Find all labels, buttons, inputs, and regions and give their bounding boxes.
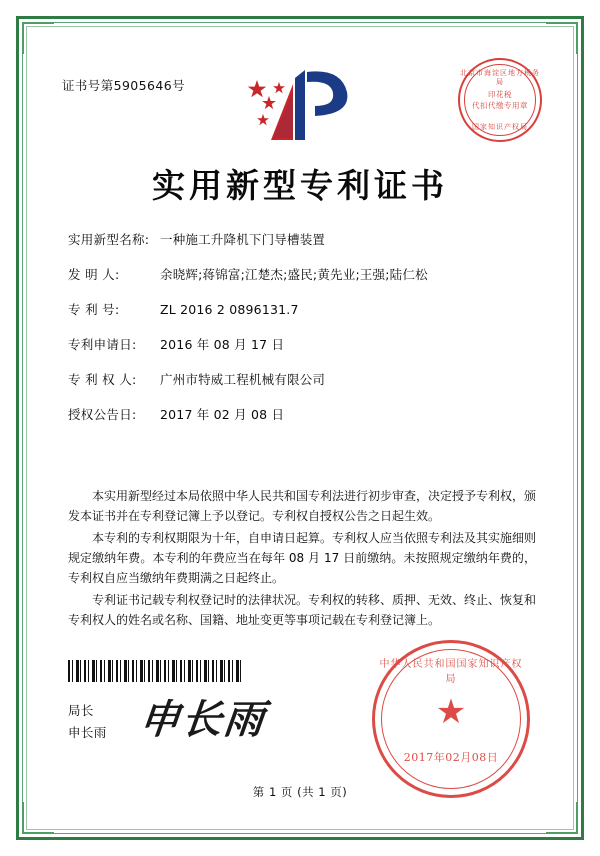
tax-stamp-line2: 代扣代缴专用章	[472, 101, 528, 110]
page-footer: 第 1 页 (共 1 页)	[252, 785, 348, 799]
tax-stamp-arc-bottom: 国家知识产权局	[472, 123, 528, 131]
field-label-application-date: 专利申请日:	[68, 337, 137, 352]
field-label-patentee: 专 利 权 人:	[68, 372, 137, 387]
field-label-inventors: 发 明 人:	[68, 267, 120, 282]
sipo-logo-icon	[235, 62, 365, 150]
official-seal	[372, 640, 530, 798]
page-title: 实用新型专利证书	[152, 166, 448, 205]
field-label-announcement-date: 授权公告日:	[68, 407, 137, 422]
field-row-announcement-date	[68, 405, 538, 423]
tax-stamp-arc-top: 北京市海淀区地方税务局	[460, 69, 540, 86]
field-row-application-date	[68, 335, 538, 353]
field-row-patent-number	[68, 300, 538, 318]
field-list	[68, 230, 538, 440]
field-value-announcement-date: 2017 年 02 月 08 日	[160, 407, 285, 422]
field-label-patent-number: 专 利 号:	[68, 302, 120, 317]
director-label: 局长	[68, 703, 94, 718]
field-value-inventors: 余晓辉;蒋锦富;江楚杰;盛民;黄先业;王强;陆仁松	[160, 267, 428, 282]
field-value-patentee: 广州市特威工程机械有限公司	[160, 372, 326, 387]
field-value-invention-name: 一种施工升降机下门导槽装置	[160, 232, 326, 247]
tax-stamp-line1: 印花税	[488, 90, 512, 99]
handwritten-signature: 申长雨	[137, 696, 269, 743]
field-row-inventors	[68, 265, 538, 283]
star-icon: ★	[435, 692, 467, 732]
field-value-application-date: 2016 年 08 月 17 日	[160, 337, 285, 352]
legal-paragraph-2: 本专利的专利权期限为十年，自申请日起算。专利权人应当依照专利法及其实施细则规定缴纳年费。本专利的年费应当在每年 08 月 17 日前缴纳。未按照规定缴纳年费的，专利权自应当缴纳年费期满之日起终止。	[68, 531, 537, 585]
field-row-invention-name	[68, 230, 538, 248]
official-seal-date: 2017年02月08日	[403, 751, 499, 764]
legal-text	[68, 486, 536, 632]
certificate-content	[40, 40, 560, 816]
field-label-invention-name: 实用新型名称:	[68, 232, 150, 247]
legal-paragraph-3: 专利证书记载专利权登记时的法律状况。专利权的转移、质押、无效、终止、恢复和专利权人的姓名或名称、国籍、地址变更等事项记载在专利登记簿上。	[68, 593, 537, 627]
certificate-number: 证书号第5905646号	[62, 78, 185, 93]
barcode	[68, 660, 243, 682]
director-name: 申长雨	[68, 725, 107, 740]
tax-stamp	[458, 58, 542, 142]
field-row-patentee	[68, 370, 538, 388]
signature-block	[68, 700, 107, 744]
official-seal-arc-text: 中华人民共和国国家知识产权局	[379, 659, 523, 685]
legal-paragraph-1: 本实用新型经过本局依照中华人民共和国专利法进行初步审查，决定授予专利权，颁发本证书并在专利登记簿上予以登记。专利权自授权公告之日起生效。	[68, 489, 537, 523]
field-value-patent-number: ZL 2016 2 0896131.7	[160, 302, 299, 317]
